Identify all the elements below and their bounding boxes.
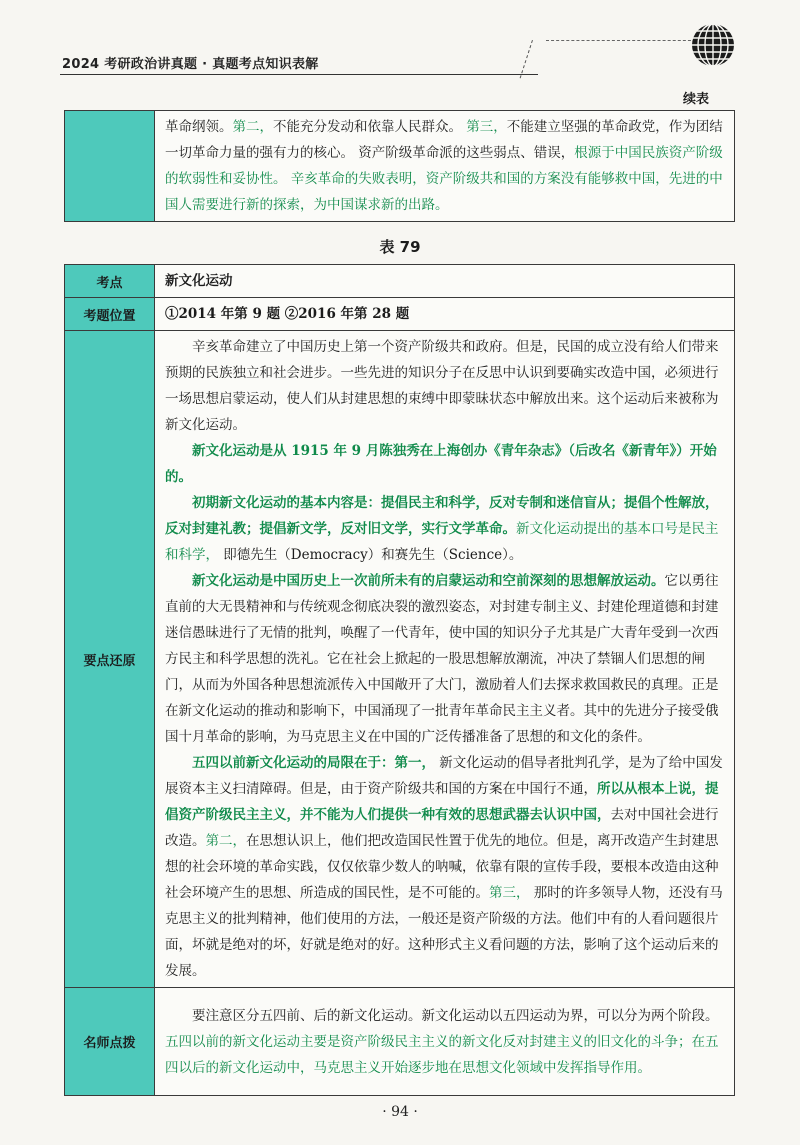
main-p5-b: 新文化运动的倡导者批判孔学，是为了给中国发展资本主义扫清障碍。但是，由于资产阶级共和国的方案在中国行不通， — [165, 755, 723, 797]
header-rule — [60, 74, 538, 75]
label-kaodian: 考点 — [65, 265, 155, 298]
main-p5-g: 第三， — [489, 885, 530, 901]
prev-text-5: 不能建立坚强的革命政党，作为团结一切革命力量的强有力的核心。 资产阶级革命派的这些弱点、错误， — [165, 119, 723, 161]
header-dotline — [546, 40, 696, 41]
main-paragraph-5 — [165, 750, 724, 984]
main-p5-d: 去对中国社会进行改造。 — [165, 807, 719, 849]
prev-text-4: 第三， — [466, 119, 507, 135]
main-p5-e: 第二， — [205, 833, 246, 849]
table-title: 表 79 — [379, 238, 421, 256]
main-p4-b: 它以勇往直前的大无畏精神和与传统观念彻底决裂的激烈姿态，对封建专制主义、封建伦理道德和封建迷信愚昧进行了无情的批判，唤醒了一代青年，使中国的知识分子尤其是广大青年受到一次西方民主和科学思想的洗礼。它在社会上掀起的一股思想解放潮流，冲决了禁锢人们思想的闸门，从而为外国各种思想流派传入中国敞开了大门，激励着人们去探求救国救民的真理。正是在新文化运动的推动和影响下，中国涌现了一批青年革命民主主义者。其中的先进分子接受俄国十月革命的影响，为马克思主义在中国的广泛传播准备了思想的和文化的条件。 — [165, 573, 719, 745]
header-dash — [520, 40, 533, 78]
prev-text-1: 革命纲领。 — [165, 119, 233, 135]
prev-text-2: 第二， — [232, 119, 273, 135]
prev-text-3: 不能充分发动和依靠人民群众。 — [273, 119, 462, 135]
tips-paragraph — [165, 1003, 724, 1081]
main-content — [155, 331, 735, 988]
main-p4-a: 新文化运动是中国历史上一次前所未有的启蒙运动和空前深刻的思想解放运动。 — [192, 573, 665, 589]
tips-content — [155, 988, 735, 1096]
label-main: 要点还原 — [65, 331, 155, 988]
main-paragraph-3 — [165, 490, 724, 568]
globe-icon — [690, 22, 736, 68]
label-tips: 名师点拨 — [65, 988, 155, 1096]
main-paragraph-4 — [165, 568, 724, 750]
position-text: ①2014 年第 9 题 ②2016 年第 28 题 — [155, 298, 735, 331]
topic-title: 新文化运动 — [155, 265, 735, 298]
main-p3-a: 初期新文化运动的基本内容是：提倡民主和科学，反对专制和迷信盲从；提倡个性解放，反对封建礼教；提倡新文学，反对旧文学，实行文学革命。 — [165, 495, 719, 537]
previous-table-continuation — [64, 110, 735, 222]
table-79 — [64, 264, 735, 1096]
page-number: · 94 · — [382, 1104, 418, 1120]
main-p3-c: 即德先生（Democracy）和赛先生（Science）。 — [219, 547, 523, 563]
main-paragraph-2: 新文化运动是从 1915 年 9 月陈独秀在上海创办《青年杂志》（后改名《新青年》）开始的。 — [165, 443, 717, 485]
main-p5-h: 那时的许多领导人物，还没有马克思主义的批判精神，他们使用的方法，一般还是资产阶级的方法。他们中有的人看问题很片面，坏就是绝对的坏，好就是绝对的好。这种形式主义看问题的方法，影响了这个运动后来的发展。 — [165, 885, 723, 979]
main-p3-b: 新文化运动提出的基本口号是民主和科学， — [165, 521, 719, 563]
continued-label: 续表 — [683, 92, 710, 107]
main-p5-f: 在思想认识上，他们把改造国民性置于优先的地位。但是，离开改造产生封建思想的社会环境的革命实践，仅仅依靠少数人的呐喊，依靠有限的宣传手段，要根本改造由这种社会环境产生的思想、所造成的国民性，是不可能的。 — [165, 833, 719, 901]
prev-text-6: 根源于中国民族资产阶级的软弱性和妥协性。 辛亥革命的失败表明，资产阶级共和国的方案没有能够救中国，先进的中国人需要进行新的探索，为中国谋求新的出路。 — [165, 145, 723, 213]
main-paragraph-1: 辛亥革命建立了中国历史上第一个资产阶级共和政府。但是，民国的成立没有给人们带来预期的民族独立和社会进步。一些先进的知识分子在反思中认识到要确实改造中国，必须进行一场思想启蒙运动，使人们从封建思想的束缚中即蒙昧状态中解放出来。这个运动后来被称为新文化运动。 — [165, 339, 719, 433]
prev-content-cell — [155, 111, 735, 222]
tips-a: 要注意区分五四前、后的新文化运动。新文化运动以五四运动为界，可以分为两个阶段。 — [192, 1007, 719, 1024]
tips-b: 五四以前的新文化运动主要是资产阶级民主主义的新文化反对封建主义的旧文化的斗争；在五四以后的新文化运动中，马克思主义开始逐步地在思想文化领域中发挥指导作用。 — [165, 1033, 719, 1076]
label-position: 考题位置 — [65, 298, 155, 331]
main-p5-c: 所以从根本上说，提倡资产阶级民主主义，并不能为人们提供一种有效的思想武器去认识中国， — [165, 781, 719, 823]
main-p5-a: 五四以前新文化运动的局限在于：第一， — [192, 755, 435, 771]
header-title: 2024 考研政治讲真题 · 真题考点知识表解 — [62, 57, 319, 72]
prev-label-cell — [65, 111, 155, 222]
